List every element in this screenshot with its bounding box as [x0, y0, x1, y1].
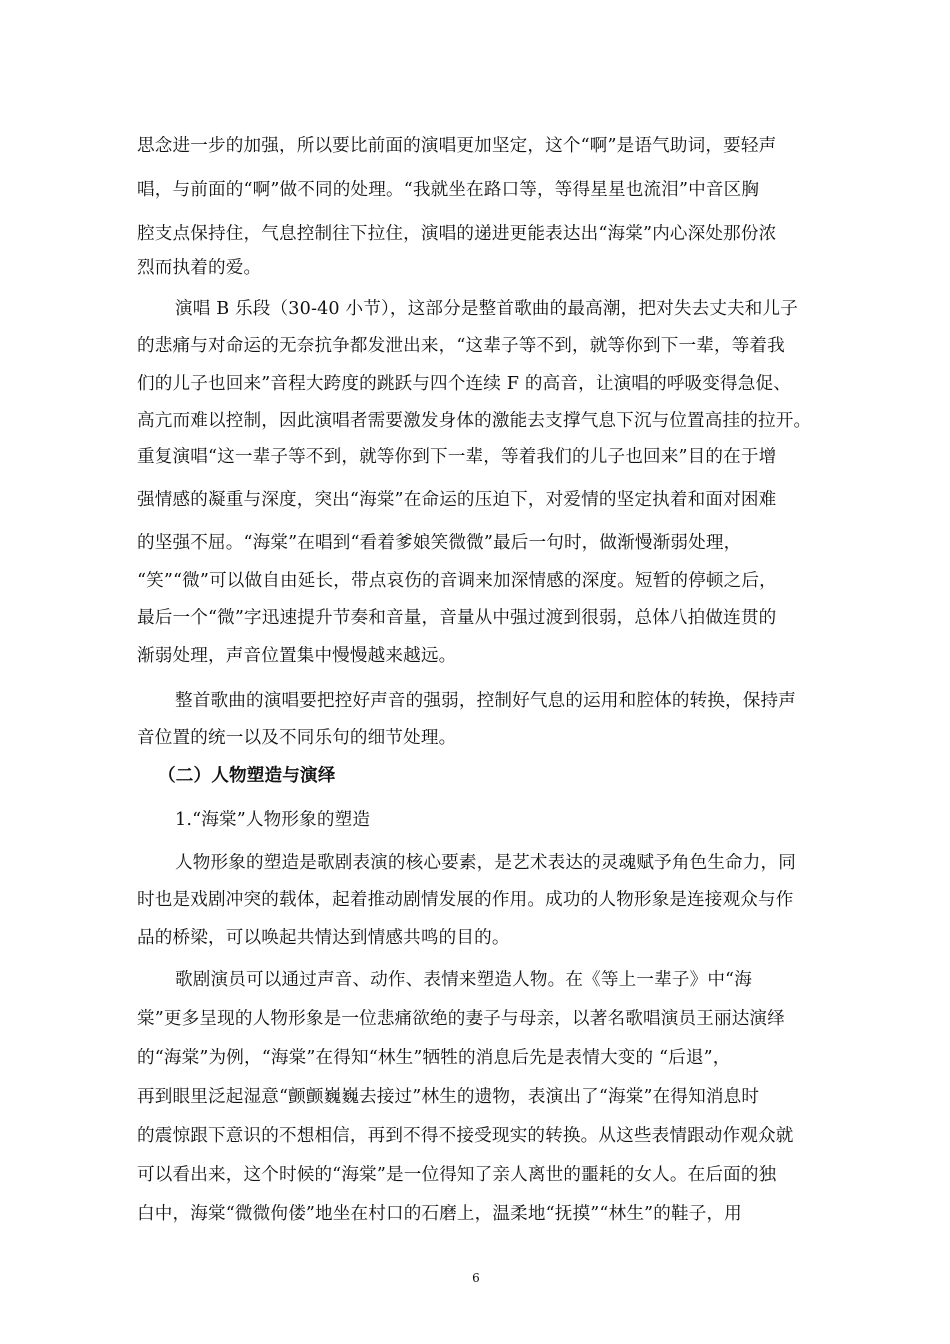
body-line: 白中，海棠“微微佝偻”地坐在村口的石磨上，温柔地“抚摸”“林生”的鞋子，用 — [137, 1204, 742, 1224]
body-line: 品的桥梁，可以唤起共情达到情感共鸣的目的。 — [137, 928, 510, 948]
body-line: 时也是戏剧冲突的载体，起着推动剧情发展的作用。成功的人物形象是连接观众与作 — [137, 890, 794, 910]
body-line: “笑”“微”可以做自由延长，带点哀伤的音调来加深情感的深度。短暂的停顿之后， — [137, 571, 777, 591]
body-line: 最后一个“微”字迅速提升节奏和音量，音量从中强过渡到很弱，总体八拍做连贯的 — [137, 608, 777, 628]
body-line: 高亢而难以控制，因此演唱者需要激发身体的激能去支撑气息下沉与位置高挂的拉开。 — [137, 411, 812, 431]
section-heading: （二）人物塑造与演绎 — [158, 766, 336, 786]
body-line: 演唱 B 乐段（30-40 小节），这部分是整首歌曲的最高潮，把对失去丈夫和儿子 — [175, 299, 799, 319]
body-line: 棠”更多呈现的人物形象是一位悲痛欲绝的妻子与母亲，以著名歌唱演员王丽达演绎 — [137, 1009, 785, 1029]
body-line: 可以看出来，这个时候的“海棠”是一位得知了亲人离世的噩耗的女人。在后面的独 — [137, 1165, 777, 1185]
subsection-heading: 1.“海棠”人物形象的塑造 — [175, 810, 371, 830]
body-line: 重复演唱“这一辈子等不到，就等你到下一辈，等着我们的儿子也回来”目的在于增 — [137, 447, 777, 467]
body-line: 强情感的凝重与深度，突出“海棠”在命运的压迫下，对爱情的坚定执着和面对困难 — [137, 490, 777, 510]
body-line: 的悲痛与对命运的无奈抗争都发泄出来，“这辈子等不到，就等你到下一辈，等着我 — [137, 336, 785, 356]
body-line: 腔支点保持住，气息控制往下拉住，演唱的递进更能表达出“海棠”内心深处那份浓 — [137, 224, 777, 244]
body-line: 烈而执着的爱。 — [137, 258, 262, 278]
body-line: 的坚强不屈。“海棠”在唱到“看着爹娘笑微微”最后一句时，做渐慢渐弱处理， — [137, 533, 742, 553]
body-line: 渐弱处理，声音位置集中慢慢越来越远。 — [137, 646, 457, 666]
body-line: 的“海棠”为例，“海棠”在得知“林生”牺牲的消息后先是表情大变的 “后退”， — [137, 1048, 731, 1068]
body-line: 歌剧演员可以通过声音、动作、表情来塑造人物。在《等上一辈子》中“海 — [175, 970, 752, 990]
body-line: 思念进一步的加强，所以要比前面的演唱更加坚定，这个“啊”是语气助词，要轻声 — [137, 136, 777, 156]
body-line: 音位置的统一以及不同乐句的细节处理。 — [137, 728, 457, 748]
body-line: 人物形象的塑造是歌剧表演的核心要素，是艺术表达的灵魂赋予角色生命力，同 — [175, 853, 797, 873]
page-number: 6 — [472, 1271, 480, 1285]
body-line: 唱，与前面的“啊”做不同的处理。“我就坐在路口等，等得星星也流泪”中音区胸 — [137, 180, 760, 200]
body-line: 再到眼里泛起湿意“颤颤巍巍去接过”林生的遗物，表演出了“海棠”在得知消息时 — [137, 1087, 760, 1107]
body-line: 整首歌曲的演唱要把控好声音的强弱，控制好气息的运用和腔体的转换，保持声 — [175, 691, 797, 711]
body-line: 们的儿子也回来”音程大跨度的跳跃与四个连续 F 的高音，让演唱的呼吸变得急促、 — [137, 374, 792, 394]
body-line: 的震惊跟下意识的不想相信，再到不得不接受现实的转换。从这些表情跟动作观众就 — [137, 1126, 794, 1146]
